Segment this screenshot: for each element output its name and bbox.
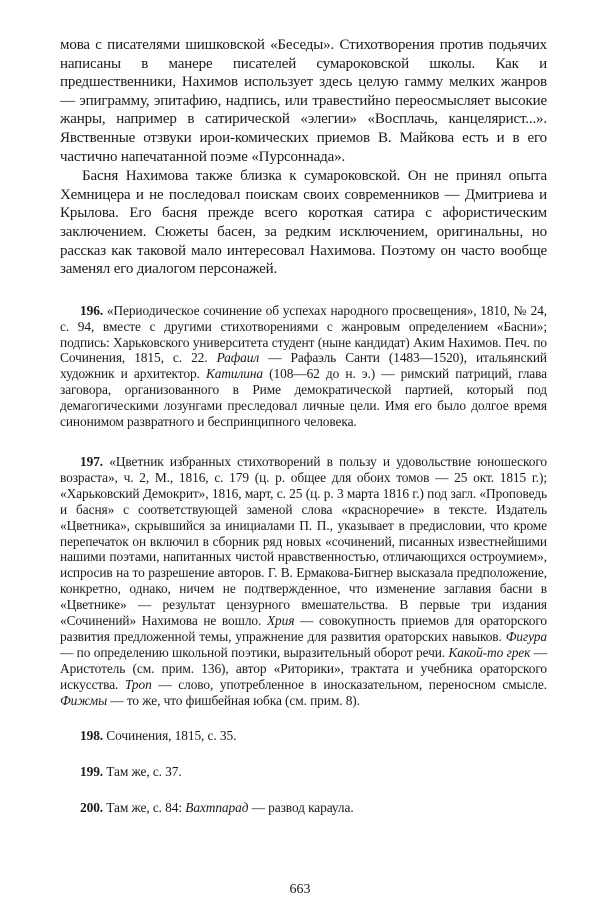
note-text: Сочинения, 1815, с. 35. <box>106 728 237 744</box>
page-content <box>60 36 547 816</box>
note-text: (108—62 до н. э.) — римский патриций, глава заговора, организованного в Риме демократической партией, который под демагогическими лозунгами преследовал личные цели. Имя его было долгое время синонимом развратного и беспринципного человека. <box>60 366 548 430</box>
note-200 <box>60 800 547 816</box>
note-number: 200. <box>80 800 104 816</box>
note-number: 196. <box>80 302 104 318</box>
page-number: 663 <box>289 882 311 897</box>
note-text: «Периодическое сочинение об успехах народного просвещения», 1810, № 24, с. 94, вместе с другими стихотворениями с жанровым определением «Басни»; подпись: Харьковского университета студент (ныне кандидат) Аким Нахимов. Печ. по Сочинения, 1815, с. 22. <box>60 302 548 366</box>
note-199 <box>60 764 547 780</box>
body-paragraph-2: Басня Нахимова также близка к сумароковской. Он не принял опыта Хемницера и не последовал поискам своих современников — Дмитриева и Крылова. Его басня прежде всего короткая сатира с афористическим заключением. Сюжеты басен, за редким исключением, оригинальны, но рассказ как таковой мало интересовал Нахимова. Поэтому он часто вообще заменял его диалогом персонажей. <box>60 168 547 278</box>
note-term: Рафаил <box>216 350 260 366</box>
note-text: — Аристотель (см. прим. 136), автор «Риторики», трактата и учебника ораторского искусства. <box>60 644 547 692</box>
note-term: Катилина <box>205 366 263 382</box>
note-text: — Рафаэль Санти (1483—1520), итальянский художник и архитектор. <box>60 350 547 382</box>
note-196 <box>60 303 547 430</box>
note-text: Там же, с. 37. <box>106 764 182 780</box>
note-number: 197. <box>80 453 104 469</box>
note-197 <box>60 454 547 709</box>
note-term: Фижмы <box>60 692 108 708</box>
note-text: — развод караула. <box>251 800 354 816</box>
note-text: — то же, что фишбейная юбка (см. прим. 8). <box>110 692 360 708</box>
note-text: «Цветник избранных стихотворений в пользу и удовольствие юношеского возраста», ч. 2, М., 1816, с. 179 (ц. р. общее для обоих томов — 25 окт. 1815 г.); «Харьковский Демокрит», 1816, март, с. 25 (ц. р. 3 марта 1816 г.) под загл. «Проповедь и басня» с соответствующей заменой слова «красноречие» в тексте. Издатель «Цветника», скрывшийся за инициалами П. П., указывает в предисловии, что кроме перепечаток он включил в сборник ряд новых «сочинений, писанных известнейшими нашими поэтами, напитанных чистой нравственностью, отличающихся остроумием», испросив на то разрешение авторов. Г. В. Ермакова-Бигнер высказала предположение, конкретно, однако, ничем не подтвержденное, что изменение заглавия басни в «Цветнике» — результат цензурного вмешательства. В первые три издания «Сочинений» Нахимова не вошло. <box>60 453 547 629</box>
note-text: — слово, употребленное в иносказательном, переносном смысле. <box>158 676 548 692</box>
note-term: Фигура <box>505 628 547 644</box>
note-term: Вахтпарад <box>185 800 249 816</box>
note-term: Хрия <box>266 613 295 629</box>
note-text: Там же, с. 84: <box>106 800 182 816</box>
note-198 <box>60 728 547 744</box>
note-text: — по определению школьной поэтики, выразительный оборот речи. <box>60 644 446 660</box>
note-term: Троп <box>124 676 152 692</box>
note-term: Какой-то грек <box>448 644 531 660</box>
note-number: 198. <box>80 728 104 744</box>
body-paragraph-1: мова с писателями шишковской «Беседы». Стихотворения против подьячих написаны в манере писателей сумароковской школы. Как и предшественники, Нахимов использует здесь целую гамму мелких жанров — эпиграмму, эпитафию, надпись, или травестийно переосмысляет высокие жанры, например в сатирической «элегии» «Восплачь, канцелярист...». Явственные отзвуки ирои-комических приемов В. Майкова есть и в его частично напечатанной поэме «Пурсоннада». <box>60 37 547 165</box>
note-number: 199. <box>80 764 104 780</box>
note-text: — совокупность приемов для ораторского развития предложенной темы, упражнение для развития ораторских навыков. <box>60 613 548 644</box>
